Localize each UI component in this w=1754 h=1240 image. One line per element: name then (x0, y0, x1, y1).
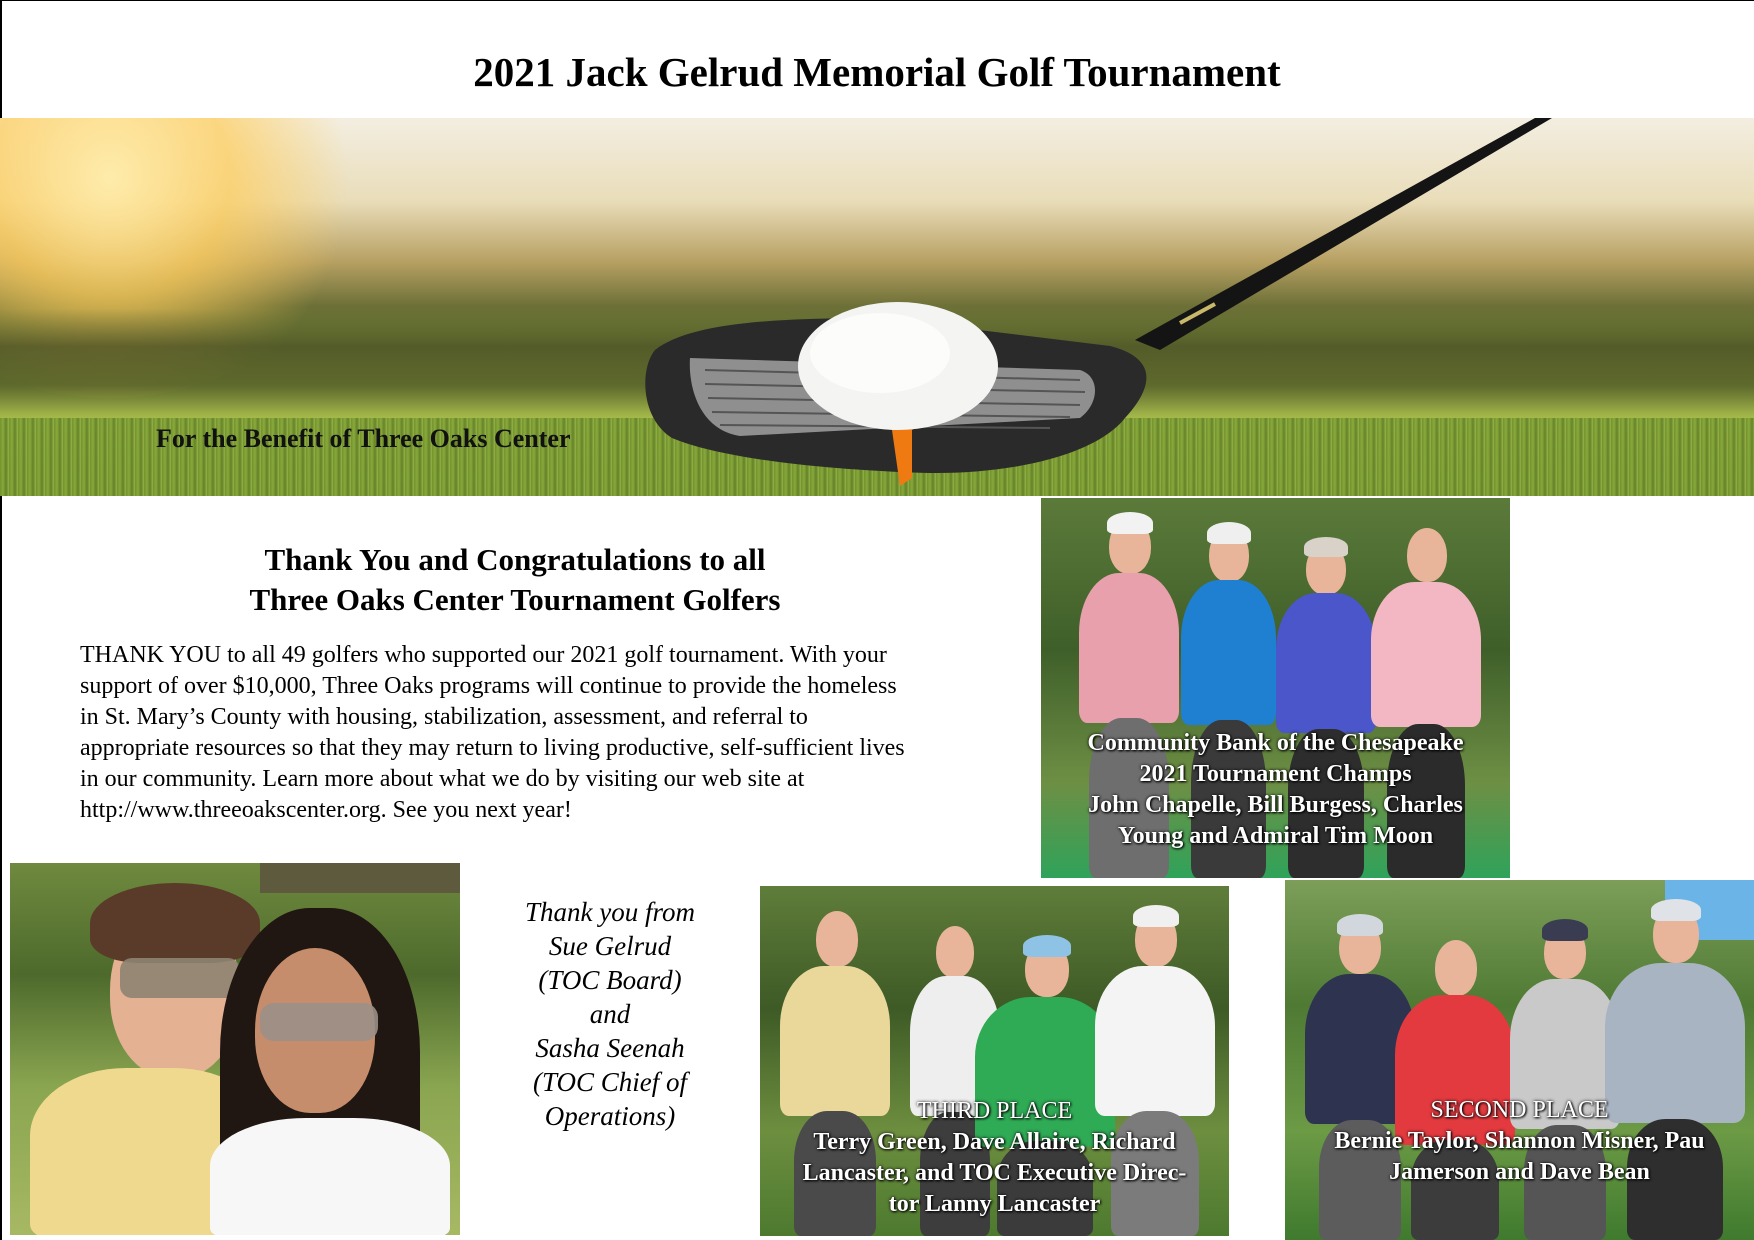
caption-line: Bernie Taylor, Shannon Misner, Pau (1334, 1128, 1705, 1154)
caption-line: Lancaster, and TOC Executive Direc- (802, 1160, 1187, 1186)
caption-line: Young and Admiral Tim Moon (1117, 823, 1434, 849)
third-place-caption (760, 1096, 1229, 1220)
selfie-photo (10, 863, 460, 1235)
paragraph-line: support of over $10,000, Three Oaks programs will continue to provide the homeless (80, 673, 897, 699)
paragraph-line: http://www.threeoakscenter.org. See you next year! (80, 797, 572, 823)
paragraph-line: in our community. Learn more about what we do by visiting our web site at (80, 766, 805, 792)
person-sasha (210, 908, 450, 1235)
caption-line: Community Bank of the Chesapeake (1087, 730, 1464, 756)
second-place-photo (1285, 880, 1754, 1240)
note-line: (TOC Board) (538, 965, 682, 995)
thanks-heading-line: Thank You and Congratulations to all (264, 542, 766, 577)
thanks-heading (160, 540, 870, 620)
golfer-figure (1510, 925, 1620, 1240)
golfer-figure (1395, 940, 1515, 1240)
placement-label: SECOND PLACE (1430, 1097, 1609, 1123)
caption-line: Terry Green, Dave Allaire, Richard (813, 1129, 1176, 1155)
note-line: Sasha Seenah (535, 1033, 685, 1063)
banner-subtitle: For the Benefit of Three Oaks Center (156, 424, 571, 453)
champions-photo (1041, 498, 1510, 878)
note-line: Thank you from (525, 897, 695, 927)
note-line: and (589, 999, 631, 1029)
golfer-figure (1605, 905, 1745, 1240)
paragraph-line: THANK YOU to all 49 golfers who supported our 2021 golf tournament. With your (80, 642, 887, 668)
champions-caption (1041, 728, 1510, 852)
note-line: (TOC Chief of (532, 1067, 688, 1097)
thanks-paragraph (80, 640, 1040, 826)
caption-line: Jamerson and Dave Bean (1389, 1159, 1650, 1185)
caption-line: 2021 Tournament Champs (1139, 761, 1412, 787)
thanks-from-note (490, 895, 730, 1133)
sunglasses (260, 1003, 378, 1041)
caption-line: John Chapelle, Bill Burgess, Charles (1088, 792, 1463, 818)
placement-label: THIRD PLACE (916, 1098, 1073, 1124)
page-border-top (0, 0, 1754, 1)
paragraph-line: appropriate resources so that they may return to living productive, self-sufficient lives (80, 735, 905, 761)
page-title: 2021 Jack Gelrud Memorial Golf Tournament (473, 49, 1281, 95)
second-place-caption (1285, 1095, 1754, 1188)
note-line: Operations) (544, 1101, 676, 1131)
thanks-heading-line: Three Oaks Center Tournament Golfers (249, 582, 781, 617)
third-place-photo (760, 886, 1229, 1236)
caption-line: tor Lanny Lancaster (888, 1191, 1101, 1217)
paragraph-line: in St. Mary’s County with housing, stabilization, assessment, and referral to (80, 704, 808, 730)
note-line: Sue Gelrud (548, 931, 672, 961)
